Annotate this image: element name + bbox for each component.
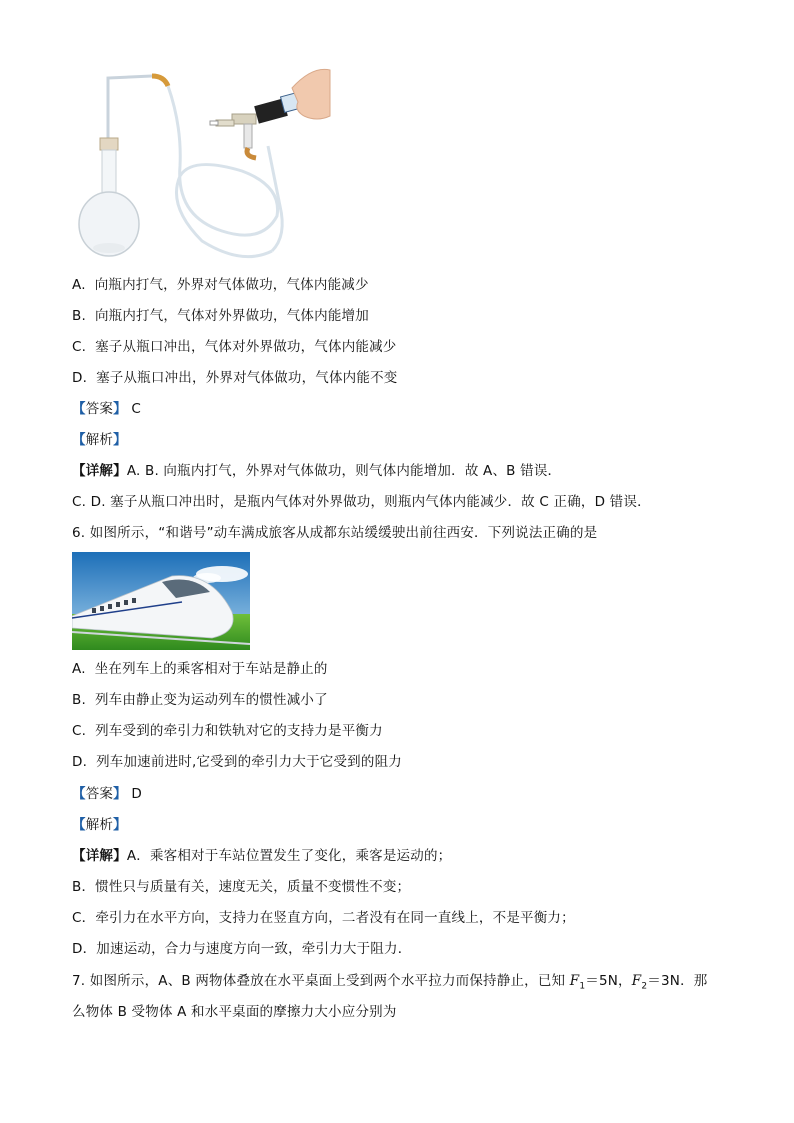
option-text: 列车受到的牵引力和铁轨对它的支持力是平衡力 [95,723,383,739]
high-speed-train-illustration [72,552,250,650]
q6-option-d [72,753,402,771]
q5-detail-line-2 [72,493,651,511]
bracket-open-icon: 【 [72,463,86,479]
q6-stem [72,524,597,542]
q6-option-b [72,691,328,709]
detail-label: 详解 [85,463,114,479]
option-text: 列车由静止变为运动列车的惯性减小了 [94,692,328,708]
force-value: ＝5N， [585,973,632,989]
option-letter: A. [72,661,86,677]
q5-option-c [72,338,397,356]
option-letter: D. [72,370,88,386]
detail-text: D．加速运动，合力与速度方向一致，牵引力大于阻力． [72,941,412,957]
bracket-close-icon: 】 [113,848,127,864]
analysis-label: 解析 [85,432,114,448]
answer-value: D [131,786,142,802]
bracket-close-icon: 】 [113,401,127,417]
q6-answer [72,785,142,803]
bracket-open-icon: 【 [72,817,86,833]
q6-option-a [72,660,328,678]
q5-option-a [72,276,369,294]
q7-stem-line-1 [72,972,707,996]
flask-pump-figure [72,66,332,262]
force-subscript: 2 [641,981,648,992]
bracket-open-icon: 【 [72,786,86,802]
detail-text: B．惯性只与质量有关，速度无关，质量不变惯性不变； [72,879,411,895]
q6-detail-line-3 [72,909,575,927]
q6-detail-line-4 [72,940,411,958]
q6-detail-line-1 [72,847,451,865]
option-letter: B. [72,692,86,708]
option-text: 塞子从瓶口冲出，外界对气体做功，气体内能不变 [96,370,398,386]
q5-answer [72,400,141,418]
option-letter: B. [72,308,86,324]
bracket-close-icon: 】 [113,463,127,479]
q5-analysis-heading [72,431,127,449]
option-letter: D. [72,754,88,770]
force-value: ＝3N．那 [647,973,708,989]
question-stem: 7. 如图所示，A、B 两物体叠放在水平桌面上受到两个水平拉力而保持静止，已知 [72,973,570,989]
detail-text: C．牵引力在水平方向，支持力在竖直方向，二者没有在同一直线上，不是平衡力； [72,910,575,926]
bracket-close-icon: 】 [113,817,127,833]
train-figure [72,552,250,650]
q6-option-c [72,722,383,740]
option-text: 塞子从瓶口冲出，气体对外界做功，气体内能减少 [95,339,397,355]
detail-text: A. B. 向瓶内打气，外界对气体做功，则气体内能增加．故 A、B 错误． [126,463,562,479]
bracket-close-icon: 】 [113,432,127,448]
option-letter: A. [72,277,86,293]
flask-pump-illustration [72,66,332,262]
bracket-close-icon: 】 [113,786,127,802]
q5-option-d [72,369,397,387]
detail-label: 详解 [85,848,114,864]
answer-label: 答案 [85,786,114,802]
q5-detail-line-1 [72,462,561,480]
q6-detail-line-2 [72,878,410,896]
answer-value: C [131,401,141,417]
force-symbol-f1: F [569,973,580,989]
force-symbol-f2: F [631,973,642,989]
bracket-open-icon: 【 [72,432,86,448]
option-letter: C. [72,723,87,739]
q7-stem-line-2 [72,1003,397,1021]
question-stem: 6. 如图所示，“和谐号”动车满成旅客从成都东站缓缓驶出前往西安．下列说法正确的是 [72,525,598,541]
analysis-label: 解析 [85,817,114,833]
q5-option-b [72,307,369,325]
q6-analysis-heading [72,816,127,834]
detail-text: C. D. 塞子从瓶口冲出时，是瓶内气体对外界做功，则瓶内气体内能减少．故 C 正确，D 错误． [72,494,651,510]
bracket-open-icon: 【 [72,401,86,417]
answer-label: 答案 [85,401,114,417]
question-stem: 么物体 B 受物体 A 和水平桌面的摩擦力大小应分别为 [72,1004,397,1020]
bracket-open-icon: 【 [72,848,86,864]
option-text: 列车加速前进时,它受到的牵引力大于它受到的阻力 [96,754,402,770]
option-letter: C. [72,339,87,355]
force-subscript: 1 [579,981,586,992]
option-text: 向瓶内打气，气体对外界做功，气体内能增加 [94,308,369,324]
option-text: 向瓶内打气，外界对气体做功，气体内能减少 [94,277,369,293]
option-text: 坐在列车上的乘客相对于车站是静止的 [94,661,328,677]
detail-text: A．乘客相对于车站位置发生了变化，乘客是运动的； [126,848,452,864]
